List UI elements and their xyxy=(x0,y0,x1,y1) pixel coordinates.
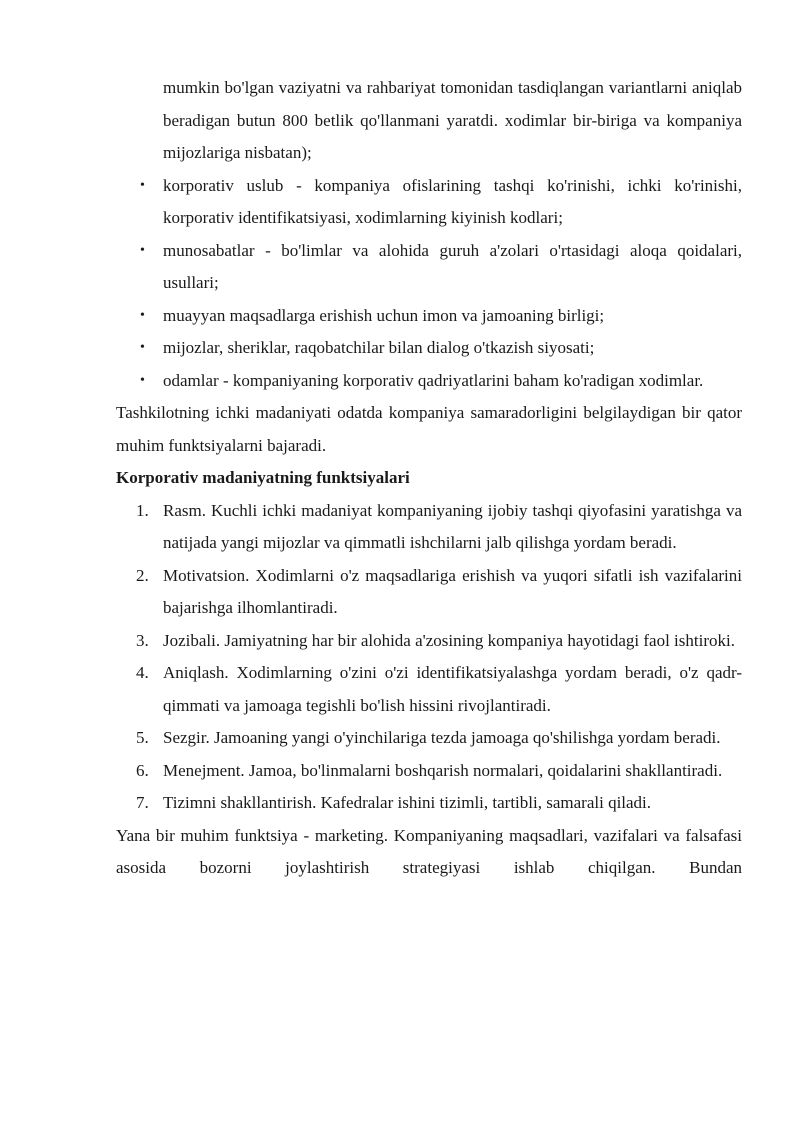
functions-list xyxy=(116,495,742,820)
list-item xyxy=(140,332,742,365)
list-item-text: Motivatsion. Xodimlarni o'z maqsadlariga erishish va yuqori sifatli ish vazifalarini bajarishga ilhomlantiradi. xyxy=(163,565,742,617)
list-number: 2. xyxy=(136,565,149,585)
list-item xyxy=(140,365,742,398)
list-item xyxy=(136,625,742,658)
document-page xyxy=(116,72,742,885)
bullet-icon: • xyxy=(140,340,145,355)
bullet-icon: • xyxy=(140,177,145,193)
list-item-text: munosabatlar - bo'limlar va alohida guruh a'zolari o'rtasidagi aloqa qoidalari, usullari; xyxy=(163,240,742,292)
section-heading: Korporativ madaniyatning funktsiyalari xyxy=(116,468,410,487)
list-item-text: mijozlar, sheriklar, raqobatchilar bilan dialog o'tkazish siyosati; xyxy=(163,338,595,357)
list-item-text: Jozibali. Jamiyatning har bir alohida a'zosining kompaniya hayotidagi faol ishtiroki. xyxy=(163,630,735,650)
list-item xyxy=(136,755,742,788)
list-number: 7. xyxy=(136,793,149,812)
list-item xyxy=(136,560,742,625)
bullet-icon: • xyxy=(140,242,145,258)
list-item xyxy=(140,170,742,235)
list-number: 4. xyxy=(136,663,149,682)
list-number: 6. xyxy=(136,760,149,780)
bullet-icon: • xyxy=(140,372,145,388)
list-number: 1. xyxy=(136,500,149,520)
list-item xyxy=(136,495,742,560)
list-item-text: muayyan maqsadlarga erishish uchun imon va jamoaning birligi; xyxy=(163,305,605,325)
list-item-text: korporativ uslub - kompaniya ofislarining tashqi ko'rinishi, ichki ko'rinishi, korporativ identifikatsiyasi, xodimlarning kiyinish kodlari; xyxy=(163,175,742,227)
list-item-text: Sezgir. Jamoaning yangi o'yinchilariga tezda jamoaga qo'shilishga yordam beradi. xyxy=(163,728,721,747)
list-item xyxy=(140,235,742,300)
list-item-text: Aniqlash. Xodimlarning o'zini o'zi identifikatsiyalashga yordam beradi, o'z qadr-qimmati va jamoaga tegishli bo'lish hissini rivojlantiradi. xyxy=(163,663,742,715)
list-item xyxy=(140,300,742,333)
bullet-list xyxy=(116,170,742,398)
list-item xyxy=(136,722,742,755)
intro-continuation: mumkin bo'lgan vaziyatni va rahbariyat tomonidan tasdiqlangan variantlarni aniqlab beradigan butun 800 betlik qo'llanmani yaratdi. xodimlar bir-biriga va kompaniya mijozlariga nisbatan); xyxy=(163,78,742,162)
list-item-text: Rasm. Kuchli ichki madaniyat kompaniyaning ijobiy tashqi qiyofasini yaratishga va natijada yangi mijozlar va qimmatli ishchilarni jalb qilishga yordam beradi. xyxy=(163,500,742,552)
paragraph-marketing: Yana bir muhim funktsiya - marketing. Kompaniyaning maqsadlari, vazifalari va falsafasi asosida bozorni joylashtirish strategiyasi ishlab chiqilgan. Bundan xyxy=(116,825,742,877)
paragraph-internal-culture: Tashkilotning ichki madaniyati odatda kompaniya samaradorligini belgilaydigan bir qator muhim funktsiyalarni bajaradi. xyxy=(116,403,742,455)
list-item-text: Menejment. Jamoa, bo'linmalarni boshqarish normalari, qoidalarini shakllantiradi. xyxy=(163,760,723,780)
list-item xyxy=(136,657,742,722)
list-number: 3. xyxy=(136,630,149,650)
list-item xyxy=(136,787,742,820)
list-number: 5. xyxy=(136,728,149,747)
list-item-text: odamlar - kompaniyaning korporativ qadriyatlarini baham ko'radigan xodimlar. xyxy=(163,370,704,390)
bullet-icon: • xyxy=(140,307,145,323)
list-item-text: Tizimni shakllantirish. Kafedralar ishini tizimli, tartibli, samarali qiladi. xyxy=(163,793,652,812)
